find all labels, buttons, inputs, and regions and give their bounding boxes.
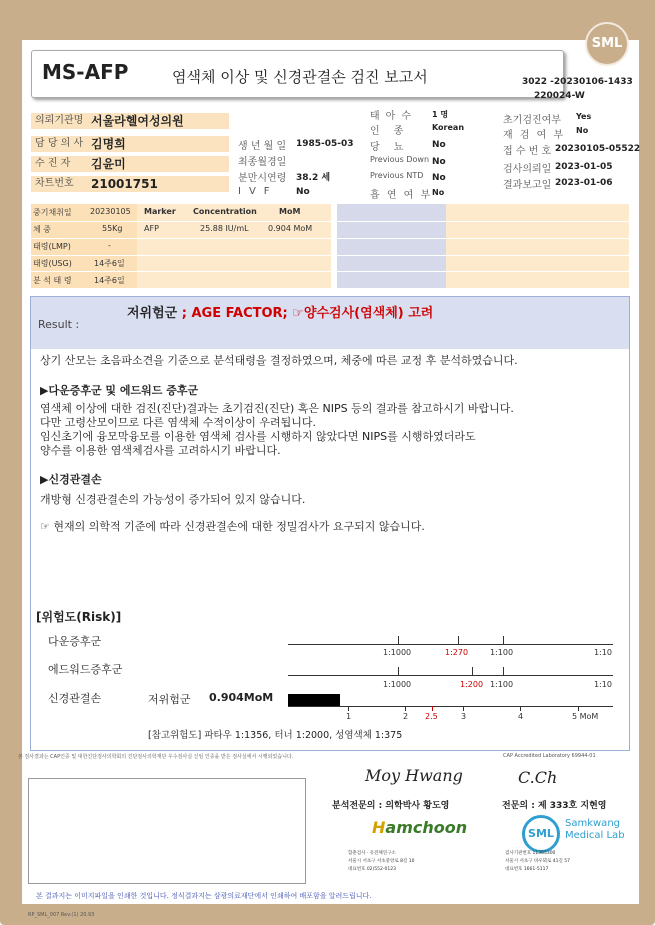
weight-label: 체 중 [33,225,51,234]
race-label: 인종 [370,126,418,137]
sml-lab-name: Samkwang Medical Lab [565,818,625,841]
smoke-value: No [432,188,445,197]
ntd-section-text: 개방형 신경관결손의 가능성이 증가되어 있지 않습니다. [40,493,306,506]
prev-down-label: Previous Down [370,155,430,164]
tick-label: 3 [461,712,467,721]
tick [348,706,349,711]
first-test-value: Yes [576,112,592,121]
footer-notice: 본 결과지는 이미지파일을 인쇄한 것입니다. 정식결과지는 삼광의료재단에서 인쇄하여 배포함을 알려드립니다. [36,892,372,900]
request-date-value: 2023-01-05 [555,162,613,172]
test-code: MS-AFP [42,60,129,84]
race-value: Korean [432,123,465,132]
birth-value: 1985-05-03 [296,139,354,149]
sml-lab-logo: SML [522,815,560,853]
ntd-note: ☞ 현재의 의학적 기준에 따라 신경관결손에 대한 정밀검사가 요구되지 않습니다. [40,520,425,533]
form-number: RP_SML_007 Rev.(1) 20.93 [28,912,95,918]
first-test-label: 초기검진여부 [503,115,561,126]
ga-analysis-value: 14주6일 [94,276,125,285]
tick [520,706,521,711]
cap-number: CAP Accredited Laboratory 69944-01 [503,753,596,759]
basis-text: 상기 산모는 초음파소견을 기준으로 분석태령을 결정하였으며, 체중에 따른 교정 후 분석하였습니다. [40,354,518,367]
hamchoon-logo: Hamchoon [372,818,468,837]
row-divider [31,271,629,272]
accession-label: 접 수 번 호 [503,146,552,157]
fine-print: 본 검사결과는 CAP인증 및 대한진단검사의학회의 진단검사의학재단 우수검사실 신임 인증을 받은 검사실에서 시행되었습니다. [18,754,294,760]
age-value: 38.2 세 [296,173,331,183]
hospital-row: 의뢰기관명 서울라헬여성의원 [31,113,229,129]
tick-label: 1 [346,712,352,721]
age-label: 분만시연령 [238,173,287,184]
row-divider [31,221,629,222]
accession-value: 20230105-05522 [555,144,641,154]
tick [405,706,406,711]
ivf-value: No [296,187,310,197]
result-label: Result : [38,318,80,331]
col-mom: MoM [279,207,301,216]
retest-label: 재 검 여 부 [503,130,566,141]
col-marker: Marker [144,207,176,216]
result-date-value: 2023-01-06 [555,178,613,188]
marker-mom: 0.904 MoM [268,224,313,233]
row-divider [31,238,629,239]
prev-down-value: No [432,157,446,167]
tick-label: 4 [518,712,524,721]
risk-edwards-label: 에드워드증후군 [48,663,123,676]
signature-1: Moy Hwang [365,766,463,785]
tick [398,667,399,676]
ga-lmp-value: - [108,241,111,250]
tick [578,706,579,711]
diabetes-value: No [432,140,446,150]
retest-value: No [576,126,589,135]
tick [472,667,473,676]
tick-label: 1:100 [490,680,514,689]
ntd-mom: 0.904MoM [209,691,274,704]
tick [463,706,464,711]
down-scale-line [288,644,613,645]
weight-value: 55Kg [102,224,123,233]
page-title: 염색체 이상 및 신경관결손 검진 보고서 [172,68,428,86]
tick [503,636,504,645]
request-date-label: 검사의뢰일 [503,164,552,175]
ntd-scale-line [288,706,613,707]
ntd-bar [288,694,340,706]
tick-label: 5 MoM [572,712,599,721]
grey-block [337,204,446,288]
down-section-text: 염색체 이상에 대한 검진(진단)결과는 초기검진(진단) 혹은 NIPS 등의 결과를 참고하시기 바랍니다. 다만 고령산모이므로 다른 염색체 수적이상이 우려됩니다. 임신초기에 융모막융모를 이용한 염색체 검사를 시행하지 않았다면 NIPS를 시행하였더라도 양수를 이용한 염색체검사를 고려하시기 바랍니다. [40,402,514,457]
expert-2: 전문의 : 제 333호 지현영 [502,801,607,811]
tick-label: 2 [403,712,409,721]
marker-name: AFP [144,224,159,233]
ga-lmp-label: 태령(LMP) [33,242,71,251]
doctor-row: 담 당 의 사 김명희 [31,136,229,152]
tick-label-patient: 1:200 [460,680,484,689]
result-summary: 저위험군 ; AGE FACTOR; ☞양수검사(염색체) 고려 [127,306,434,321]
reference-risk: [참고위험도] 파타우 1:1356, 터너 1:2000, 성염색체 1:375 [148,730,403,741]
tick-label: 1:100 [490,648,514,657]
signature-2: C.Ch [518,768,558,787]
fetus-label: 태아수 [370,111,417,122]
tick-label: 1:10 [594,680,612,689]
ntd-group: 저위험군 [148,693,191,706]
risk-down-label: 다운증후군 [48,635,102,648]
ga-usg-value: 14주6일 [94,259,125,268]
tick [458,636,459,645]
prev-ntd-value: No [432,173,446,183]
tick [503,667,504,676]
smoke-label: 흡 연 여 부 [370,190,433,201]
down-section-title: ▶다운증후군 및 에드워드 증후군 [40,384,199,397]
marker-conc: 25.88 IU/mL [200,224,249,233]
draw-date-value: 20230105 [90,207,131,216]
tick-label: 1:1000 [383,648,412,657]
col-concentration: Concentration [193,207,257,216]
patient-row: 수 진 자 김윤미 [31,156,229,172]
ga-usg-label: 태령(USG) [33,259,72,268]
chart-row: 차트번호 21001751 [31,176,229,192]
lmp-label: 최종월경일 [238,157,287,168]
right-block [446,204,629,288]
birth-label: 생 년 월 일 [238,141,287,152]
tick-label-patient: 1:270 [445,648,469,657]
row-divider [31,255,629,256]
lab1-address: 함춘검사 · 유전체연구소 서울시 서초구 서초중앙로 8길 10 대표번호 02)552-0123 [348,851,415,872]
tick-cutoff [432,706,433,711]
ivf-label: IVF [238,186,278,197]
ga-analysis-label: 분 석 태 령 [33,276,72,285]
sml-logo: SML [585,22,629,66]
lab2-address: 검사기관번호 11365300 서울시 서초구 바우뫼로 41길 57 대표번호 1661-5117 [505,851,570,872]
report-id: 3022 -20230106-1433 [522,77,633,87]
ntd-section-title: ▶신경관결손 [40,473,102,486]
result-date-label: 결과보고일 [503,180,552,191]
tick-label: 1:1000 [383,680,412,689]
expert-1: 분석전문의 : 의학박사 황도영 [332,801,450,811]
tick [398,636,399,645]
report-id-2: 220024-W [534,91,585,101]
comment-box [28,778,306,884]
fetus-value: 1 명 [432,110,449,119]
tick-label: 1:10 [594,648,612,657]
edwards-scale-line [288,675,613,676]
risk-title: [위험도(Risk)] [36,610,122,624]
draw-date-label: 중기채취일 [33,208,72,217]
tick-label-cutoff: 2.5 [425,712,438,721]
prev-ntd-label: Previous NTD [370,171,424,180]
risk-ntd-label: 신경관결손 [48,692,102,705]
diabetes-label: 당뇨 [370,142,418,153]
